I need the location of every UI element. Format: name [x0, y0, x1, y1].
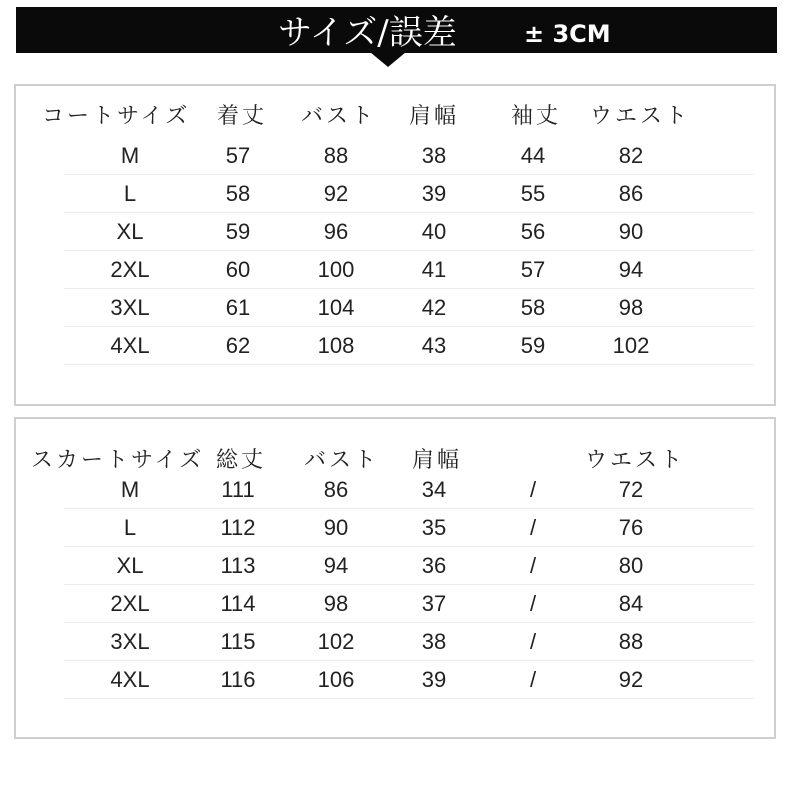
skirt-cell: 34	[421, 477, 447, 502]
skirt-cell: M	[120, 477, 140, 502]
coat-cell: 61	[225, 295, 251, 320]
coat-header-0: コートサイズ	[42, 104, 191, 129]
coat-cell: 41	[421, 257, 447, 282]
coat-cell: 58	[520, 295, 546, 320]
coat-cell: 59	[225, 219, 251, 244]
coat-cell: 90	[618, 219, 644, 244]
coat-cell: 108	[317, 333, 355, 358]
coat-cell: 2XL	[110, 257, 150, 282]
skirt-cell: 102	[317, 629, 355, 654]
skirt-cell: /	[529, 515, 537, 540]
coat-cell: XL	[116, 219, 144, 244]
skirt-cell: 114	[220, 591, 256, 616]
coat-cell: 92	[323, 181, 349, 206]
skirt-cell: L	[123, 515, 137, 540]
table-row	[64, 175, 754, 213]
coat-cell: 40	[421, 219, 447, 244]
skirt-cell: 94	[323, 553, 349, 578]
coat-cell: 55	[520, 181, 546, 206]
table-row	[64, 251, 754, 289]
skirt-cell: XL	[116, 553, 144, 578]
coat-cell: 39	[421, 181, 447, 206]
skirt-cell: 98	[323, 591, 349, 616]
skirt-cell: 113	[220, 553, 256, 578]
coat-cell: 4XL	[110, 333, 150, 358]
skirt-cell: 39	[421, 667, 447, 692]
coat-cell: 100	[317, 257, 355, 282]
coat-cell: 42	[421, 295, 447, 320]
skirt-cell: 76	[618, 515, 644, 540]
coat-cell: 58	[225, 181, 251, 206]
table-row	[64, 289, 754, 327]
skirt-cell: 106	[317, 667, 355, 692]
skirt-header-3: 肩幅	[412, 448, 463, 473]
skirt-cell: 111	[221, 477, 255, 502]
table-row	[64, 547, 754, 585]
skirt-cell: 72	[618, 477, 644, 502]
coat-cell: 62	[225, 333, 251, 358]
skirt-cell: 4XL	[110, 667, 150, 692]
table-row	[64, 623, 754, 661]
table-row	[64, 471, 754, 509]
coat-cell: 88	[323, 143, 349, 168]
banner-pointer	[370, 52, 406, 67]
skirt-cell: 84	[618, 591, 644, 616]
coat-cell: 43	[421, 333, 447, 358]
coat-cell: 59	[520, 333, 546, 358]
skirt-cell: 90	[323, 515, 349, 540]
coat-cell: 57	[225, 143, 251, 168]
skirt-cell: 2XL	[110, 591, 150, 616]
skirt-cell: 37	[421, 591, 447, 616]
coat-cell: 38	[421, 143, 447, 168]
table-row	[64, 509, 754, 547]
table-row	[64, 213, 754, 251]
coat-cell: 98	[618, 295, 644, 320]
skirt-cell: 3XL	[110, 629, 150, 654]
skirt-cell: 116	[220, 667, 256, 692]
coat-cell: L	[123, 181, 137, 206]
title-banner	[16, 7, 777, 53]
coat-header-2: バスト	[301, 104, 377, 129]
skirt-cell: 88	[618, 629, 644, 654]
skirt-cell: 86	[323, 477, 349, 502]
coat-cell: 104	[317, 295, 355, 320]
skirt-header-0: スカートサイズ	[31, 448, 205, 473]
coat-cell: 94	[618, 257, 644, 282]
coat-cell: 86	[618, 181, 644, 206]
skirt-cell: 38	[421, 629, 447, 654]
skirt-cell: 115	[220, 629, 256, 654]
coat-header-5: ウエスト	[590, 104, 691, 129]
coat-cell: 82	[618, 143, 644, 168]
skirt-cell: 80	[618, 553, 644, 578]
table-row	[64, 137, 754, 175]
banner-title: サイズ/誤差	[278, 13, 457, 53]
skirt-cell: 36	[421, 553, 447, 578]
table-row	[64, 327, 754, 365]
coat-cell: 56	[520, 219, 546, 244]
coat-cell: M	[120, 143, 140, 168]
coat-cell: 60	[225, 257, 251, 282]
coat-header-3: 肩幅	[409, 104, 460, 129]
table-row	[64, 661, 754, 699]
skirt-cell: /	[529, 477, 537, 502]
coat-cell: 102	[612, 333, 650, 358]
skirt-header-1: 総丈	[216, 448, 267, 473]
skirt-header-5: ウエスト	[585, 448, 686, 473]
skirt-cell: /	[529, 591, 537, 616]
skirt-cell: 35	[421, 515, 447, 540]
skirt-cell: 112	[220, 515, 256, 540]
skirt-cell: /	[529, 553, 537, 578]
skirt-cell: 92	[618, 667, 644, 692]
coat-cell: 44	[520, 143, 546, 168]
coat-cell: 3XL	[110, 295, 150, 320]
skirt-cell: /	[529, 667, 537, 692]
skirt-header-2: バスト	[304, 448, 380, 473]
coat-header-1: 着丈	[217, 104, 268, 129]
coat-cell: 57	[520, 257, 546, 282]
skirt-cell: /	[529, 629, 537, 654]
coat-cell: 96	[323, 219, 349, 244]
coat-header-4: 袖丈	[511, 104, 562, 129]
banner-tolerance: ± 3CM	[524, 20, 611, 48]
table-row	[64, 585, 754, 623]
